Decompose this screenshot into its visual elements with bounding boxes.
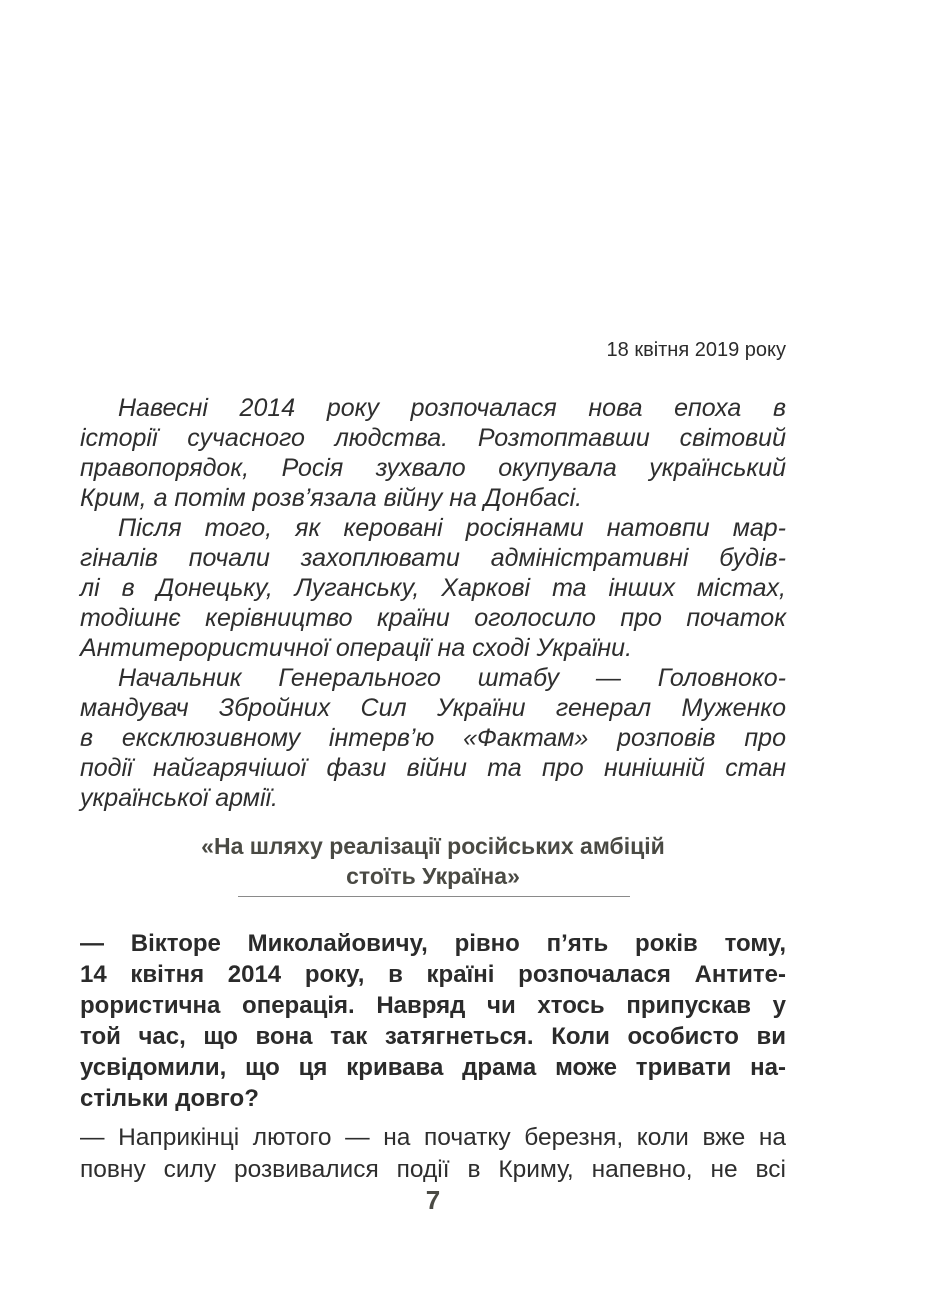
- intro-line: в ексклюзивному інтерв’ю «Фактам» розповів про: [80, 724, 786, 752]
- question-line: стільки довго?: [80, 1085, 259, 1112]
- intro-text: [80, 393, 786, 813]
- question-line: 14 квітня 2014 року, в країні розпочалася Антите-: [80, 961, 786, 988]
- intro-line: Начальник Генерального штабу — Головноко-: [118, 664, 786, 692]
- intro-line: Після того, як керовані росіянами натовпи мар-: [118, 514, 786, 542]
- section-heading-line: стоїть Україна»: [346, 863, 520, 889]
- interview-question: [80, 928, 786, 1114]
- intro-line: лі в Донецьку, Луганську, Харкові та інших містах,: [80, 574, 786, 602]
- heading-underline: [238, 896, 630, 897]
- page-number: 7: [425, 1185, 441, 1215]
- section-heading-line: «На шляху реалізації російських амбіцій: [201, 833, 665, 859]
- intro-line: української армії.: [80, 784, 278, 812]
- section-heading: [150, 831, 716, 891]
- article-date: 18 квітня 2019 року: [606, 339, 786, 361]
- intro-line: події найгарячішої фази війни та про нинішній стан: [80, 754, 786, 782]
- answer-line: повну силу розвивалися події в Криму, напевно, не всі: [80, 1156, 786, 1183]
- intro-line: Крим, а потім розв’язала війну на Донбасі.: [80, 484, 583, 512]
- intro-line: мандувач Збройних Сил України генерал Муженко: [80, 694, 786, 722]
- question-line: усвідомили, що ця кривава драма може тривати на-: [80, 1054, 786, 1081]
- intro-line: Навесні 2014 року розпочалася нова епоха в: [118, 394, 786, 422]
- question-line: рористична операція. Навряд чи хтось припускав у: [80, 992, 786, 1019]
- question-line: той час, що вона так затягнеться. Коли особисто ви: [80, 1023, 786, 1050]
- intro-line: Антитерористичної операції на сході України.: [80, 634, 633, 662]
- question-line: — Вікторе Миколайовичу, рівно п’ять років тому,: [80, 930, 786, 957]
- intro-line: історії сучасного людства. Розтоптавши світовий: [80, 424, 786, 452]
- intro-line: тодішнє керівництво країни оголосило про початок: [80, 604, 786, 632]
- interview-answer: [80, 1122, 786, 1186]
- answer-line: — Наприкінці лютого — на початку березня, коли вже на: [80, 1124, 786, 1151]
- intro-line: правопорядок, Росія зухвало окупувала український: [80, 454, 786, 482]
- intro-line: гіналів почали захоплювати адміністративні будів-: [80, 544, 786, 572]
